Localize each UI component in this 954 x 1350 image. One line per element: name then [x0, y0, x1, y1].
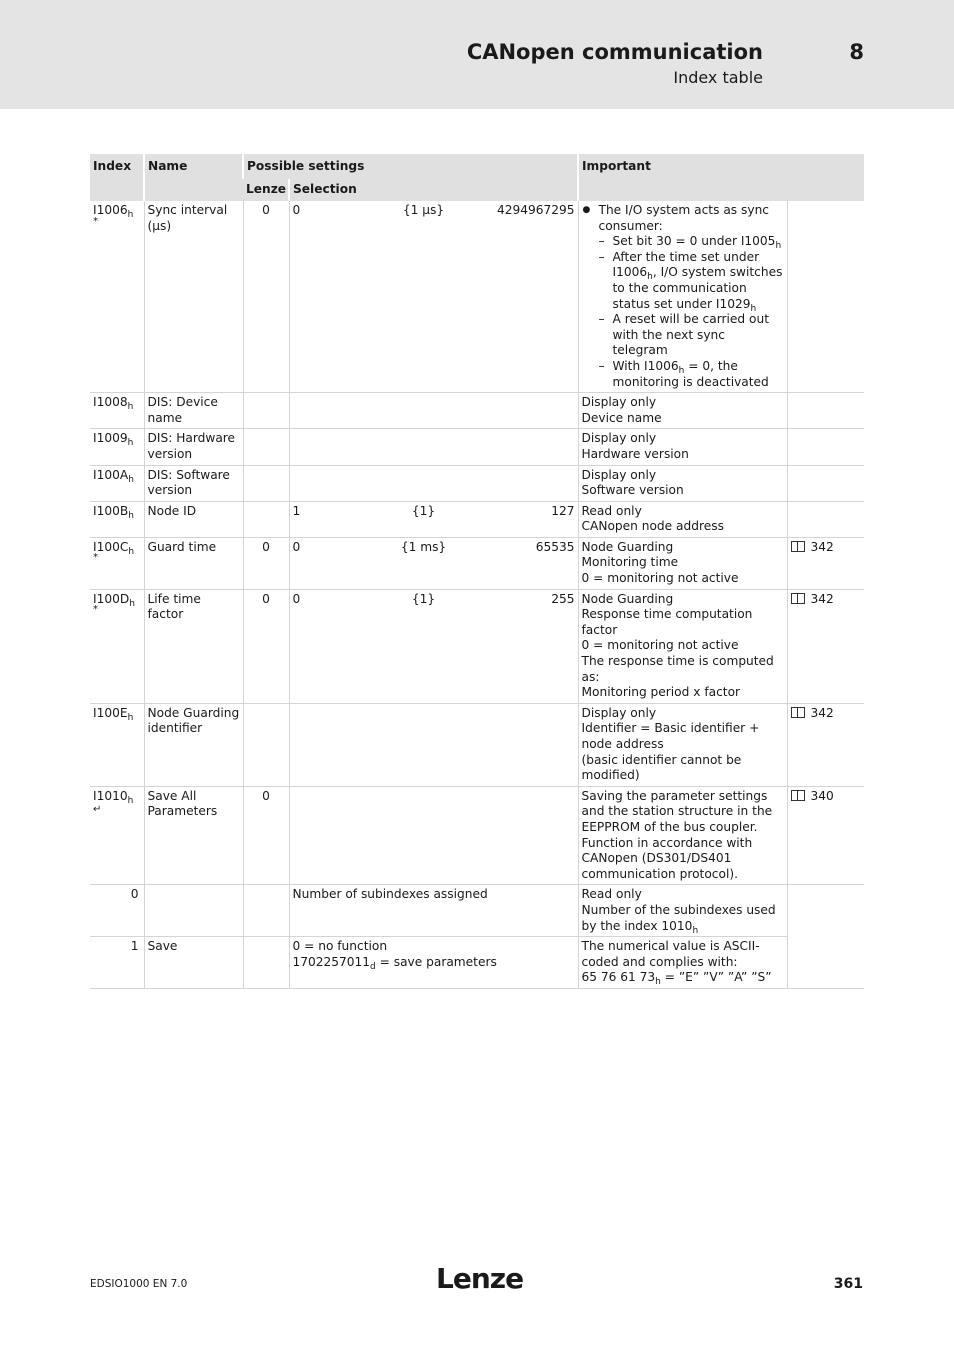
table-row	[90, 537, 864, 589]
reference	[787, 201, 864, 393]
reference[interactable]	[787, 537, 864, 589]
param-name: Sync interval (µs)	[144, 201, 243, 393]
lenze-logo: Lenze	[436, 1262, 524, 1295]
min-value: 0	[292, 539, 301, 554]
important	[578, 465, 787, 501]
important-line: Display only	[581, 467, 657, 482]
lenze-value: 0	[243, 786, 289, 885]
important	[578, 501, 787, 537]
important-line: Response time computation factor	[581, 607, 753, 637]
hex-suffix: h	[127, 210, 134, 220]
hex-suffix: h	[775, 241, 782, 252]
subindex: 0	[90, 885, 144, 937]
dash-text: With I1006	[612, 358, 679, 373]
col-lenze: Lenze	[243, 179, 289, 201]
important-line: Device name	[581, 410, 662, 425]
reference	[787, 501, 864, 537]
param-name: Life time factor	[144, 589, 243, 703]
important-line: Read only	[581, 503, 642, 518]
selection-text: 1702257011	[292, 954, 371, 969]
hex-suffix: h	[127, 402, 134, 413]
hex-suffix: h	[678, 365, 685, 376]
important	[578, 537, 787, 589]
table-row	[90, 885, 864, 937]
table-row	[90, 201, 864, 393]
selection	[289, 786, 578, 885]
important-line: Display only	[581, 431, 657, 446]
important-text: 65 76 61 73	[581, 970, 656, 985]
index-code: I1009	[93, 431, 128, 446]
important-line: Monitoring period x factor	[581, 685, 741, 700]
index-code: I100A	[93, 467, 129, 482]
selection	[289, 501, 578, 537]
param-name: Guard time	[144, 537, 243, 589]
selection	[289, 465, 578, 501]
page-header	[0, 0, 954, 109]
lenze-value: 0	[243, 537, 289, 589]
hex-suffix: h	[128, 546, 135, 557]
min-value: 0	[292, 203, 301, 217]
dash-item	[582, 359, 784, 390]
bullet-item: ● The I/O system acts as sync consumer:	[582, 203, 784, 234]
table-row	[90, 465, 864, 501]
selection-line: 0 = no function	[292, 939, 388, 954]
important-line: Node Guarding	[581, 591, 674, 606]
important-line: Software version	[581, 483, 684, 498]
enter-mark: ↵	[93, 804, 102, 816]
important-line: (basic identifier cannot be modified)	[581, 752, 742, 783]
decimal-suffix: d	[370, 961, 376, 972]
reference[interactable]	[787, 703, 864, 786]
table-row	[90, 937, 864, 989]
subindex: 1	[90, 937, 144, 989]
param-name: DIS: Software version	[144, 465, 243, 501]
page-reference[interactable]: 342	[810, 539, 834, 554]
important-line: Node Guarding	[581, 539, 674, 554]
important-line: 0 = monitoring not active	[581, 638, 739, 653]
param-name	[144, 885, 243, 937]
selection	[289, 201, 578, 393]
step-value: {1}	[411, 591, 436, 606]
param-name: Node Guarding identifier	[144, 703, 243, 786]
param-name: DIS: Hardware version	[144, 429, 243, 465]
important-line: 0 = monitoring not active	[581, 571, 739, 586]
important	[578, 885, 787, 937]
table-row	[90, 786, 864, 885]
max-value: 255	[551, 591, 575, 606]
online-mark: *	[93, 552, 98, 564]
document-id: EDSIO1000 EN 7.0	[90, 1278, 188, 1290]
lenze-value	[243, 937, 289, 989]
book-icon	[791, 593, 805, 604]
selection	[289, 937, 578, 989]
col-selection: Selection	[289, 179, 578, 201]
lenze-value	[243, 429, 289, 465]
col-possible-settings: Possible settings	[243, 154, 578, 179]
col-index: Index	[90, 154, 144, 201]
selection-text: = save parameters	[375, 954, 497, 969]
dash-text: After the time set under I1006	[612, 249, 760, 280]
important	[578, 589, 787, 703]
lenze-value	[243, 703, 289, 786]
param-name: Save All Parameters	[144, 786, 243, 885]
important	[578, 703, 787, 786]
important	[578, 786, 787, 885]
hex-suffix: h	[692, 925, 699, 936]
index-code: I1006	[93, 203, 128, 217]
important-line: Identifier = Basic identifier + node address	[581, 721, 760, 751]
important-line: Hardware version	[581, 446, 689, 461]
reference[interactable]	[787, 589, 864, 703]
lenze-value	[243, 501, 289, 537]
important-line: Read only	[581, 887, 642, 902]
reference	[787, 429, 864, 465]
important-line	[582, 903, 784, 934]
dash-item	[582, 250, 784, 312]
important-line: Display only	[581, 705, 657, 720]
step-value: {1 µs}	[402, 203, 445, 217]
lenze-value	[243, 885, 289, 937]
step-value: {1}	[411, 503, 436, 518]
index-code: I1008	[93, 395, 128, 410]
param-name: Save	[144, 937, 243, 989]
hex-suffix: h	[750, 303, 757, 314]
hex-suffix: h	[128, 474, 134, 485]
dash-text: Set bit 30 = 0 under I1005	[612, 234, 776, 249]
online-mark: *	[93, 604, 98, 616]
index-code: I100B	[93, 503, 129, 518]
hex-suffix: h	[647, 272, 653, 283]
selection	[289, 393, 578, 429]
dash-text: = 0, the monitoring is deactivated	[612, 358, 769, 389]
reference	[787, 465, 864, 501]
page-reference[interactable]: 340	[810, 788, 834, 803]
important-line: The response time is computed as:	[581, 654, 774, 684]
step-value: {1 ms}	[400, 539, 447, 554]
param-name: Node ID	[144, 501, 243, 537]
index-code: I100E	[93, 705, 128, 720]
dash-item: – A reset will be carried out with the next sync telegram	[582, 312, 784, 359]
hex-suffix: h	[655, 977, 661, 988]
section-subtitle: Index table	[673, 68, 763, 87]
hex-suffix: h	[129, 598, 135, 609]
important-line: Function in accordance with CANopen (DS301/DS401 communication protocol).	[581, 835, 753, 881]
selection	[289, 703, 578, 786]
hex-suffix: h	[128, 510, 134, 521]
lenze-value: 0	[243, 589, 289, 703]
reference	[787, 393, 864, 429]
table-row	[90, 501, 864, 537]
index-table	[90, 154, 864, 989]
page-reference[interactable]: 342	[810, 591, 834, 606]
chapter-title: CANopen communication	[466, 40, 763, 64]
dash-item	[582, 234, 784, 250]
important-line: CANopen node address	[581, 519, 724, 534]
col-name: Name	[144, 154, 243, 201]
online-mark: *	[93, 215, 98, 227]
dash-text: , I/O system switches to the communication status set under I1029	[612, 265, 783, 311]
param-name: DIS: Device name	[144, 393, 243, 429]
reference	[787, 885, 864, 989]
important-line	[582, 970, 784, 986]
important	[578, 429, 787, 465]
hex-suffix: h	[127, 795, 134, 806]
table-row	[90, 429, 864, 465]
important-text: Number of the subindexes used by the index 1010	[581, 902, 776, 933]
table-row	[90, 703, 864, 786]
hex-suffix: h	[127, 712, 134, 723]
selection-line	[293, 955, 575, 971]
index-code: I100C	[93, 539, 129, 554]
important	[578, 937, 787, 989]
page-reference[interactable]: 342	[810, 705, 834, 720]
index-code: I100D	[93, 591, 130, 606]
lenze-value	[243, 465, 289, 501]
max-value: 65535	[535, 539, 575, 554]
min-value: 1	[292, 503, 301, 518]
book-icon	[791, 790, 805, 801]
max-value: 4294967295	[496, 203, 575, 217]
important	[578, 201, 787, 393]
book-icon	[791, 541, 805, 552]
book-icon	[791, 707, 805, 718]
selection	[289, 537, 578, 589]
selection	[289, 429, 578, 465]
important	[578, 393, 787, 429]
selection	[289, 589, 578, 703]
selection: Number of subindexes assigned	[289, 885, 578, 937]
chapter-number: 8	[849, 40, 864, 64]
important-line: Monitoring time	[581, 555, 679, 570]
important-line: Display only	[581, 395, 657, 410]
lenze-value: 0	[243, 201, 289, 393]
reference[interactable]	[787, 786, 864, 885]
min-value: 0	[292, 591, 301, 606]
col-important: Important	[578, 154, 864, 201]
index-code: I1010	[93, 788, 128, 803]
page-number: 361	[833, 1276, 863, 1292]
table-row	[90, 589, 864, 703]
table-row	[90, 393, 864, 429]
max-value: 127	[551, 503, 575, 518]
lenze-value	[243, 393, 289, 429]
important-line: Saving the parameter settings and the station structure in the EEPPROM of the bus coupler.	[581, 788, 773, 834]
hex-suffix: h	[127, 438, 134, 449]
important-text: = ”E” ”V” ”A” ”S”	[660, 970, 772, 985]
important-line: The numerical value is ASCII-coded and complies with:	[581, 939, 760, 969]
